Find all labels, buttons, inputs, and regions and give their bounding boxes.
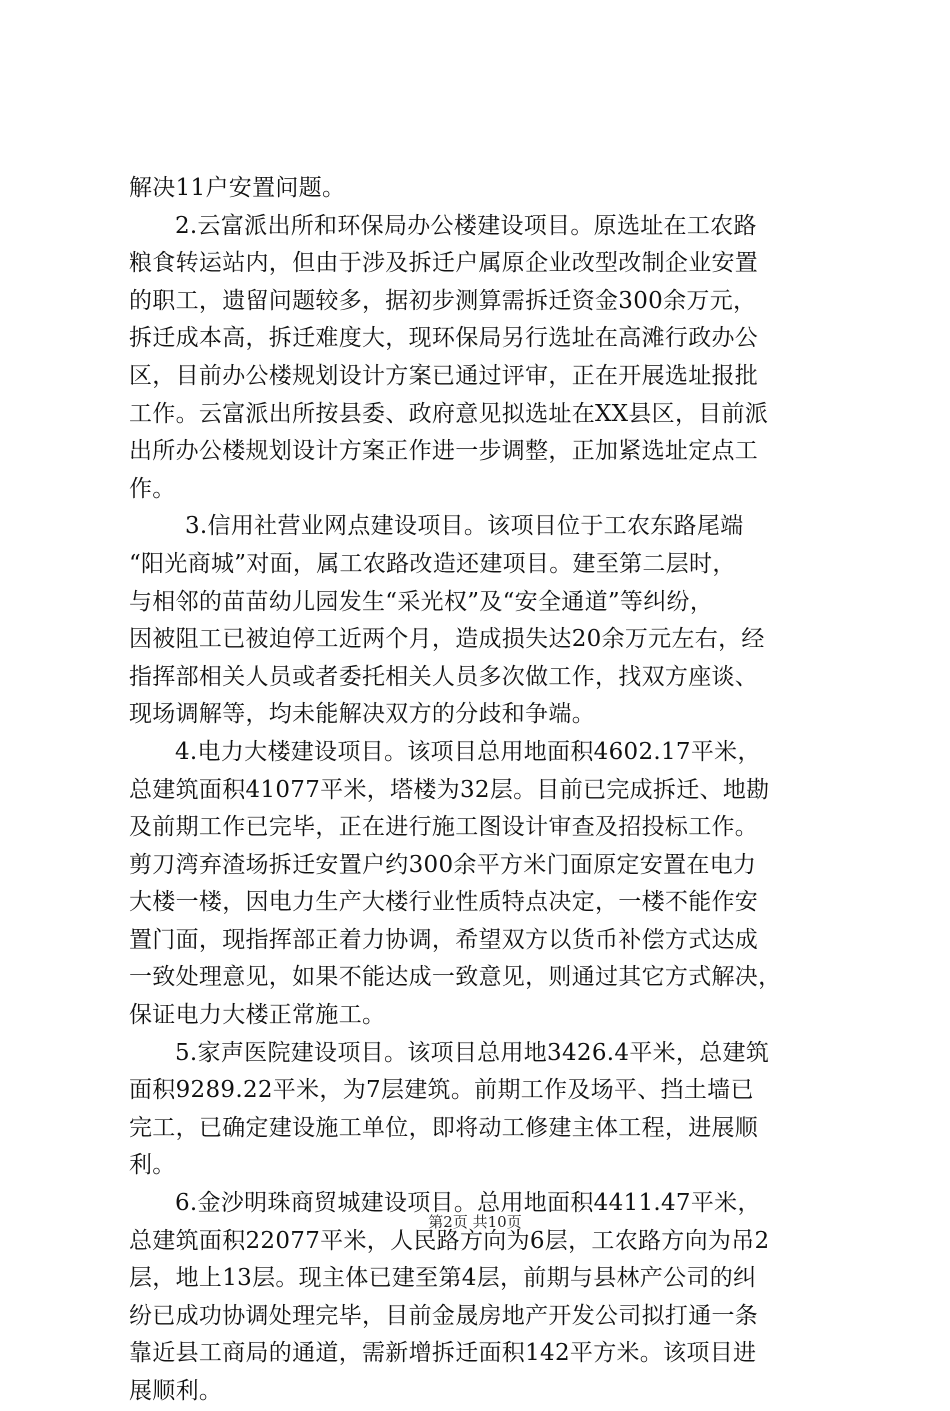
text-line: 解决11户安置问题。	[129, 175, 346, 201]
paragraph-4-start: 4.电力大楼建设项目。该项目总用地面积4602.17平米，	[175, 738, 761, 765]
text-line: 靠近县工商局的通道，需新增拆迁面积142平方米。该项目进	[129, 1340, 757, 1367]
text-line: 总建筑面积41077平米，塔楼为32层。目前已完成拆迁、地勘	[129, 776, 770, 803]
text-line: 总建筑面积22077平米，人民路方向为6层，工农路方向为吊2	[129, 1227, 770, 1254]
text-line: “阳光商城”对面，属工农路改造还建项目。建至第二层时，	[129, 550, 736, 577]
text-line: 区，目前办公楼规划设计方案已通过评审，正在开展选址报批	[129, 362, 759, 389]
paragraph-2-start: 2.云富派出所和环保局办公楼建设项目。原选址在工农路	[175, 212, 757, 239]
text-line: 展顺利。	[129, 1378, 223, 1404]
paragraph-6-start: 6.金沙明珠商贸城建设项目。总用地面积4411.47平米，	[175, 1190, 761, 1217]
text-line: 与相邻的苗苗幼儿园发生“采光权”及“安全通道”等纠纷，	[129, 588, 714, 615]
text-line: 作。	[129, 475, 176, 502]
text-line: 大楼一楼，因电力生产大楼行业性质特点决定，一楼不能作安	[129, 889, 759, 916]
text-line: 工作。云富派出所按县委、政府意见拟选址在XX县区，目前派	[129, 400, 769, 427]
text-line: 置门面，现指挥部正着力协调，希望双方以货币补偿方式达成	[129, 926, 759, 953]
text-line: 一致处理意见，如果不能达成一致意见，则通过其它方式解决，	[129, 964, 782, 991]
text-line: 利。	[129, 1152, 176, 1179]
text-line: 层，地上13层。现主体已建至第4层，前期与县林产公司的纠	[129, 1265, 757, 1292]
text-line: 现场调解等，均未能解决双方的分歧和争端。	[129, 701, 595, 728]
paragraph-5-start: 5.家声医院建设项目。该项目总用地3426.4平米，总建筑	[175, 1039, 770, 1066]
text-line: 面积9289.22平米，为7层建筑。前期工作及场平、挡土墙已	[129, 1077, 754, 1104]
text-line: 保证电力大楼正常施工。	[129, 1002, 386, 1029]
text-line: 因被阻工已被迫停工近两个月，造成损失达20余万元左右，经	[129, 626, 765, 653]
page-number-footer: 第2页 共10页	[428, 1213, 522, 1231]
text-line: 拆迁成本高，拆迁难度大，现环保局另行选址在高滩行政办公	[129, 325, 759, 352]
text-line: 剪刀湾弃渣场拆迁安置户约300余平方米门面原定安置在电力	[129, 851, 757, 878]
text-line: 纷已成功协调处理完毕，目前金晟房地产开发公司拟打通一条	[129, 1302, 759, 1329]
text-line: 的职工，遗留问题较多，据初步测算需拆迁资金300余万元，	[129, 287, 757, 314]
text-line: 完工，已确定建设施工单位，即将动工修建主体工程，进展顺	[129, 1114, 759, 1141]
text-line: 指挥部相关人员或者委托相关人员多次做工作，找双方座谈、	[129, 663, 759, 690]
text-line: 粮食转运站内，但由于涉及拆迁户属原企业改型改制企业安置	[129, 250, 759, 277]
text-line: 出所办公楼规划设计方案正作进一步调整，正加紧选址定点工	[129, 438, 759, 465]
paragraph-3-start: 3.信用社营业网点建设项目。该项目位于工农东路尾端	[185, 513, 744, 540]
text-line: 及前期工作已完毕，正在进行施工图设计审查及招投标工作。	[129, 814, 759, 841]
